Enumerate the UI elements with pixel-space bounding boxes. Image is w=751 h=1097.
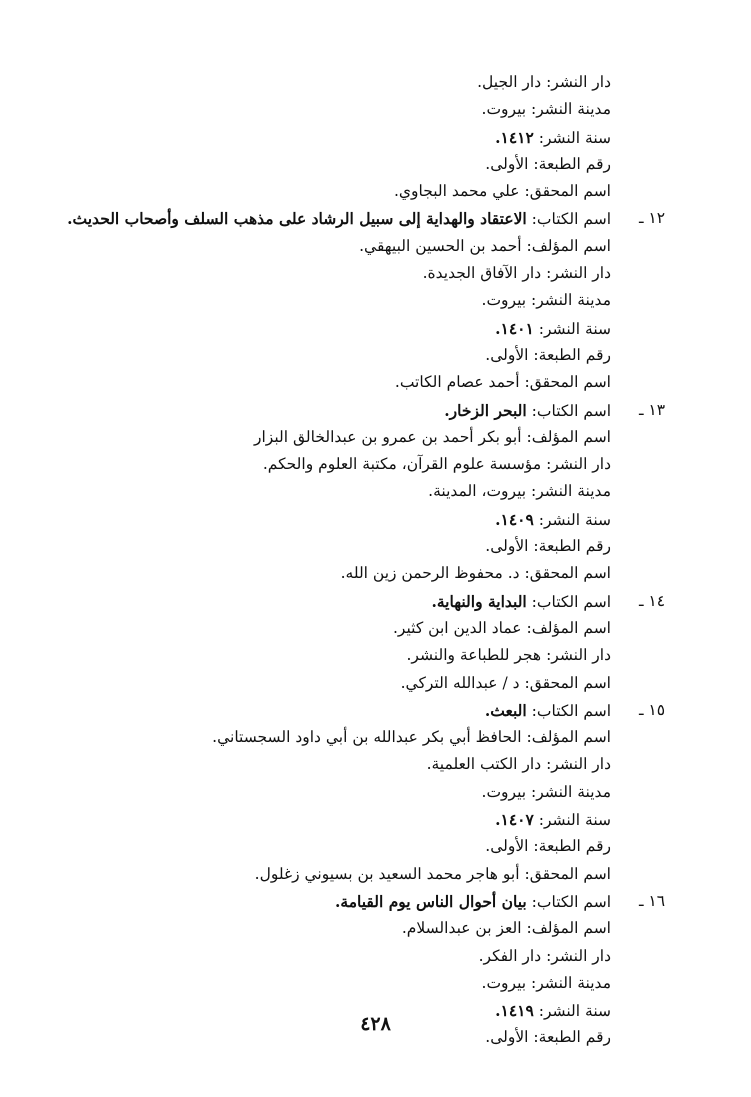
field-value: البحر الزخار.: [444, 400, 527, 420]
field-value: الأولى.: [485, 837, 529, 856]
field-label: اسم المؤلف:: [526, 919, 611, 938]
field-label: رقم الطبعة:: [533, 837, 611, 856]
bibliography-line: [40, 833, 611, 860]
bibliography-line: [40, 806, 611, 833]
bibliography-line: [40, 697, 666, 724]
field-value: علي محمد البجاوي.: [393, 182, 520, 201]
field-value: ١٤٠٧.: [495, 810, 534, 830]
field-value: أحمد عصام الكاتب.: [394, 373, 520, 392]
bibliography-line: [40, 915, 611, 942]
bibliography-line: [40, 751, 611, 778]
entry-number: ١٣ ـ: [638, 400, 666, 419]
bibliography-line: [40, 178, 611, 205]
field-label: مدينة النشر:: [531, 973, 611, 992]
bibliography-line: [40, 369, 611, 396]
field-label: رقم الطبعة:: [533, 154, 611, 173]
entry-number: ١٢ ـ: [638, 209, 666, 228]
field-label: اسم الكتاب:: [531, 892, 611, 911]
field-label: مدينة النشر:: [531, 782, 611, 801]
field-label: اسم المحقق:: [524, 864, 611, 883]
field-value: بيروت.: [481, 100, 527, 119]
field-value: الأولى.: [485, 537, 529, 556]
bibliography-line: [40, 96, 611, 123]
field-value: الأولى.: [485, 1028, 529, 1047]
bibliography-line: [40, 342, 611, 369]
bibliography-line: [40, 560, 611, 587]
bibliography-line: [40, 861, 611, 888]
field-value: بيروت.: [481, 973, 527, 992]
field-label: سنة النشر:: [538, 510, 611, 529]
bibliography-line: [40, 260, 611, 287]
field-label: دار النشر:: [546, 755, 611, 774]
field-value: الحافظ أبي بكر عبدالله بن أبي داود السجستاني.: [212, 728, 522, 747]
bibliography-line: [40, 397, 666, 424]
field-label: اسم المحقق:: [524, 373, 611, 392]
field-value: أبو هاجر محمد السعيد بن بسيوني زغلول.: [254, 864, 520, 883]
field-label: دار النشر:: [546, 73, 611, 91]
field-label: اسم المؤلف:: [526, 236, 611, 255]
field-label: سنة النشر:: [538, 1002, 611, 1021]
bibliography-line: [40, 588, 666, 615]
field-label: اسم المؤلف:: [526, 618, 611, 637]
bibliography-line: [40, 533, 611, 560]
bibliography-line: [40, 124, 611, 151]
field-value: البعث.: [484, 700, 527, 720]
bibliography-line: [40, 670, 611, 697]
field-label: اسم الكتاب:: [531, 701, 611, 720]
field-label: اسم الكتاب:: [531, 401, 611, 420]
field-label: رقم الطبعة:: [533, 1028, 611, 1047]
field-value: بيروت، المدينة.: [428, 482, 527, 501]
bibliography-line: [40, 478, 611, 505]
field-value: عماد الدين ابن كثير.: [393, 618, 522, 637]
field-value: دار الكتب العلمية.: [426, 755, 542, 774]
field-value: البداية والنهاية.: [431, 591, 527, 611]
entry-number: ١٥ ـ: [638, 700, 666, 719]
bibliography-line: [40, 315, 611, 342]
field-label: سنة النشر:: [538, 319, 611, 338]
field-value: ١٤٠٩.: [495, 509, 534, 529]
field-value: د. محفوظ الرحمن زين الله.: [340, 564, 520, 583]
field-value: د / عبدالله التركي.: [400, 673, 520, 692]
bibliography-line: [40, 615, 611, 642]
field-label: مدينة النشر:: [531, 482, 611, 501]
entry-number: ١٦ ـ: [638, 891, 666, 910]
field-value: ١٤٠١.: [495, 318, 534, 338]
entry-number: ١٤ ـ: [638, 591, 666, 610]
field-label: اسم المؤلف:: [526, 728, 611, 747]
field-label: رقم الطبعة:: [533, 537, 611, 556]
bibliography-line: [40, 970, 611, 997]
field-value: دار الآفاق الجديدة.: [422, 264, 542, 283]
field-value: الأولى.: [485, 345, 529, 364]
page-number: ٤٢٨: [360, 1013, 391, 1035]
bibliography-line: [40, 424, 611, 451]
field-value: بيروت.: [481, 782, 527, 801]
field-label: اسم المحقق:: [524, 182, 611, 201]
bibliography-line: [40, 888, 666, 915]
bibliography-line: [40, 506, 611, 533]
bibliography-line: [40, 779, 611, 806]
field-label: اسم الكتاب:: [531, 592, 611, 611]
bibliography-list: [40, 69, 666, 1052]
field-label: دار النشر:: [546, 646, 611, 665]
bibliography-line: [40, 233, 611, 260]
field-value: العز بن عبدالسلام.: [401, 919, 522, 938]
field-value: الاعتقاد والهداية إلى سبيل الرشاد على مذهب السلف وأصحاب الحديث.: [67, 209, 527, 229]
field-label: مدينة النشر:: [531, 100, 611, 119]
bibliography-line: [40, 943, 611, 970]
field-value: ١٤١٢.: [495, 127, 534, 147]
field-label: اسم المحقق:: [524, 564, 611, 583]
field-label: اسم الكتاب:: [531, 210, 611, 229]
bibliography-line: [40, 451, 611, 478]
field-label: دار النشر:: [546, 264, 611, 283]
bibliography-line: [40, 151, 611, 178]
field-label: سنة النشر:: [538, 811, 611, 830]
field-label: اسم المؤلف:: [526, 427, 611, 446]
field-value: دار الفكر.: [478, 946, 542, 965]
bibliography-line: [40, 205, 666, 232]
bibliography-line: [40, 69, 611, 96]
field-label: اسم المحقق:: [524, 673, 611, 692]
field-value: أحمد بن الحسين البيهقي.: [359, 236, 522, 255]
field-value: دار الجيل.: [477, 73, 542, 91]
field-label: رقم الطبعة:: [533, 345, 611, 364]
field-value: الأولى.: [485, 154, 529, 173]
field-value: ١٤١٩.: [495, 1001, 534, 1021]
bibliography-line: [40, 287, 611, 314]
bibliography-line: [40, 724, 611, 751]
field-value: أبو بكر أحمد بن عمرو بن عبدالخالق البزار: [254, 427, 522, 446]
field-label: دار النشر:: [546, 946, 611, 965]
field-value: بيان أحوال الناس يوم القيامة.: [335, 891, 527, 911]
field-value: هجر للطباعة والنشر.: [406, 646, 542, 665]
field-label: مدينة النشر:: [531, 291, 611, 310]
field-label: سنة النشر:: [538, 128, 611, 147]
field-label: دار النشر:: [546, 455, 611, 474]
bibliography-line: [40, 642, 611, 669]
field-value: مؤسسة علوم القرآن، مكتبة العلوم والحكم.: [262, 455, 542, 474]
field-value: بيروت.: [481, 291, 527, 310]
